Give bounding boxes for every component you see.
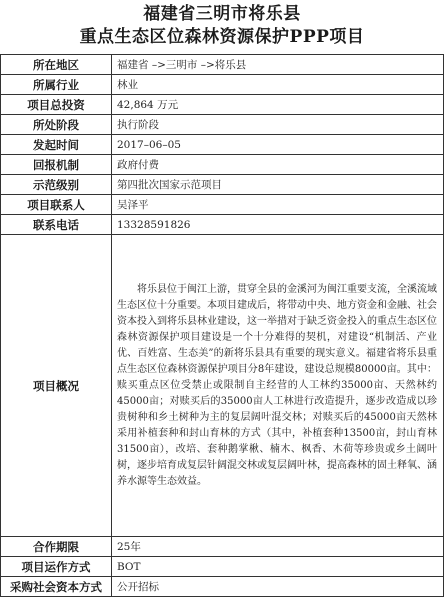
row-operation-mode: [1, 557, 444, 577]
label-demo-level: 示范级别: [1, 175, 112, 195]
label-return-mechanism: 回报机制: [1, 155, 112, 175]
value-region: 福建省 –>三明市 –>将乐县: [112, 55, 444, 75]
row-stage: [1, 115, 444, 135]
value-return-mechanism: 政府付费: [112, 155, 444, 175]
row-return-mechanism: [1, 155, 444, 175]
row-start-date: [1, 135, 444, 155]
value-contact: 吴泽平: [112, 195, 444, 215]
value-operation-mode: BOT: [112, 557, 444, 577]
value-term: 25年: [112, 537, 444, 557]
row-industry: [1, 75, 444, 95]
value-demo-level: 第四批次国家示范项目: [112, 175, 444, 195]
value-phone: 13328591826: [112, 215, 444, 235]
label-start-date: 发起时间: [1, 135, 112, 155]
label-operation-mode: 项目运作方式: [1, 557, 112, 577]
row-term: [1, 537, 444, 557]
row-phone: [1, 215, 444, 235]
title-line-1: 福建省三明市将乐县: [143, 4, 301, 24]
value-procurement: 公开招标: [112, 577, 444, 597]
label-phone: 联系电话: [1, 215, 112, 235]
value-stage: 执行阶段: [112, 115, 444, 135]
row-procurement: [1, 577, 444, 597]
overview-text: 将乐县位于闽江上游，贯穿全县的金溪河为闽江重要支流，全溪流域生态区位十分重要。本项目建成后，将带动中央、地方资金和金融、社会资本投入到将乐县林业建设，这一举措对于缺乏资金投入的重点生态区位森林资源保护项目建设是一个十分难得的契机，对建设“机制活、产业优、百姓富、生态美”的新将乐县具有重要的现实意义。福建省将乐县重点生态区位森林资源保护项目分8年建设，建设总规模80000亩。其中：赎买重点区位受禁止或限制自主经营的人工林约35000亩、天然林约45000亩；对赎买后的35000亩人工林进行改造提升，逐步改造成以珍贵树种和乡土树种为主的复层阔叶混交林；对赎买后的45000亩天然林采用补植套种和封山育林的方式（其中，补植套种13500亩，封山育林31500亩），改培、套种鹅掌楸、楠木、枫香、木荷等珍贵或乡土阔叶树，逐步培育成复层针阔混交林或复层阔叶林，提高森林的固土释氧、涵养水源等生态效益。: [117, 283, 437, 487]
title-line-2: 重点生态区位森林资源保护PPP项目: [79, 27, 365, 47]
label-contact: 项目联系人: [1, 195, 112, 215]
value-investment: 42,864 万元: [112, 95, 444, 115]
label-overview: 项目概况: [1, 235, 112, 537]
row-investment: [1, 95, 444, 115]
row-demo-level: [1, 175, 444, 195]
project-info-table: [0, 54, 444, 597]
label-industry: 所属行业: [1, 75, 112, 95]
value-overview: [112, 235, 444, 537]
value-industry: 林业: [112, 75, 444, 95]
label-procurement: 采购社会资本方式: [1, 577, 112, 597]
row-contact: [1, 195, 444, 215]
label-region: 所在地区: [1, 55, 112, 75]
document-title: [0, 0, 444, 52]
value-start-date: 2017–06–05: [112, 135, 444, 155]
label-term: 合作期限: [1, 537, 112, 557]
row-overview: [1, 235, 444, 537]
label-investment: 项目总投资: [1, 95, 112, 115]
label-stage: 所处阶段: [1, 115, 112, 135]
row-region: [1, 55, 444, 75]
